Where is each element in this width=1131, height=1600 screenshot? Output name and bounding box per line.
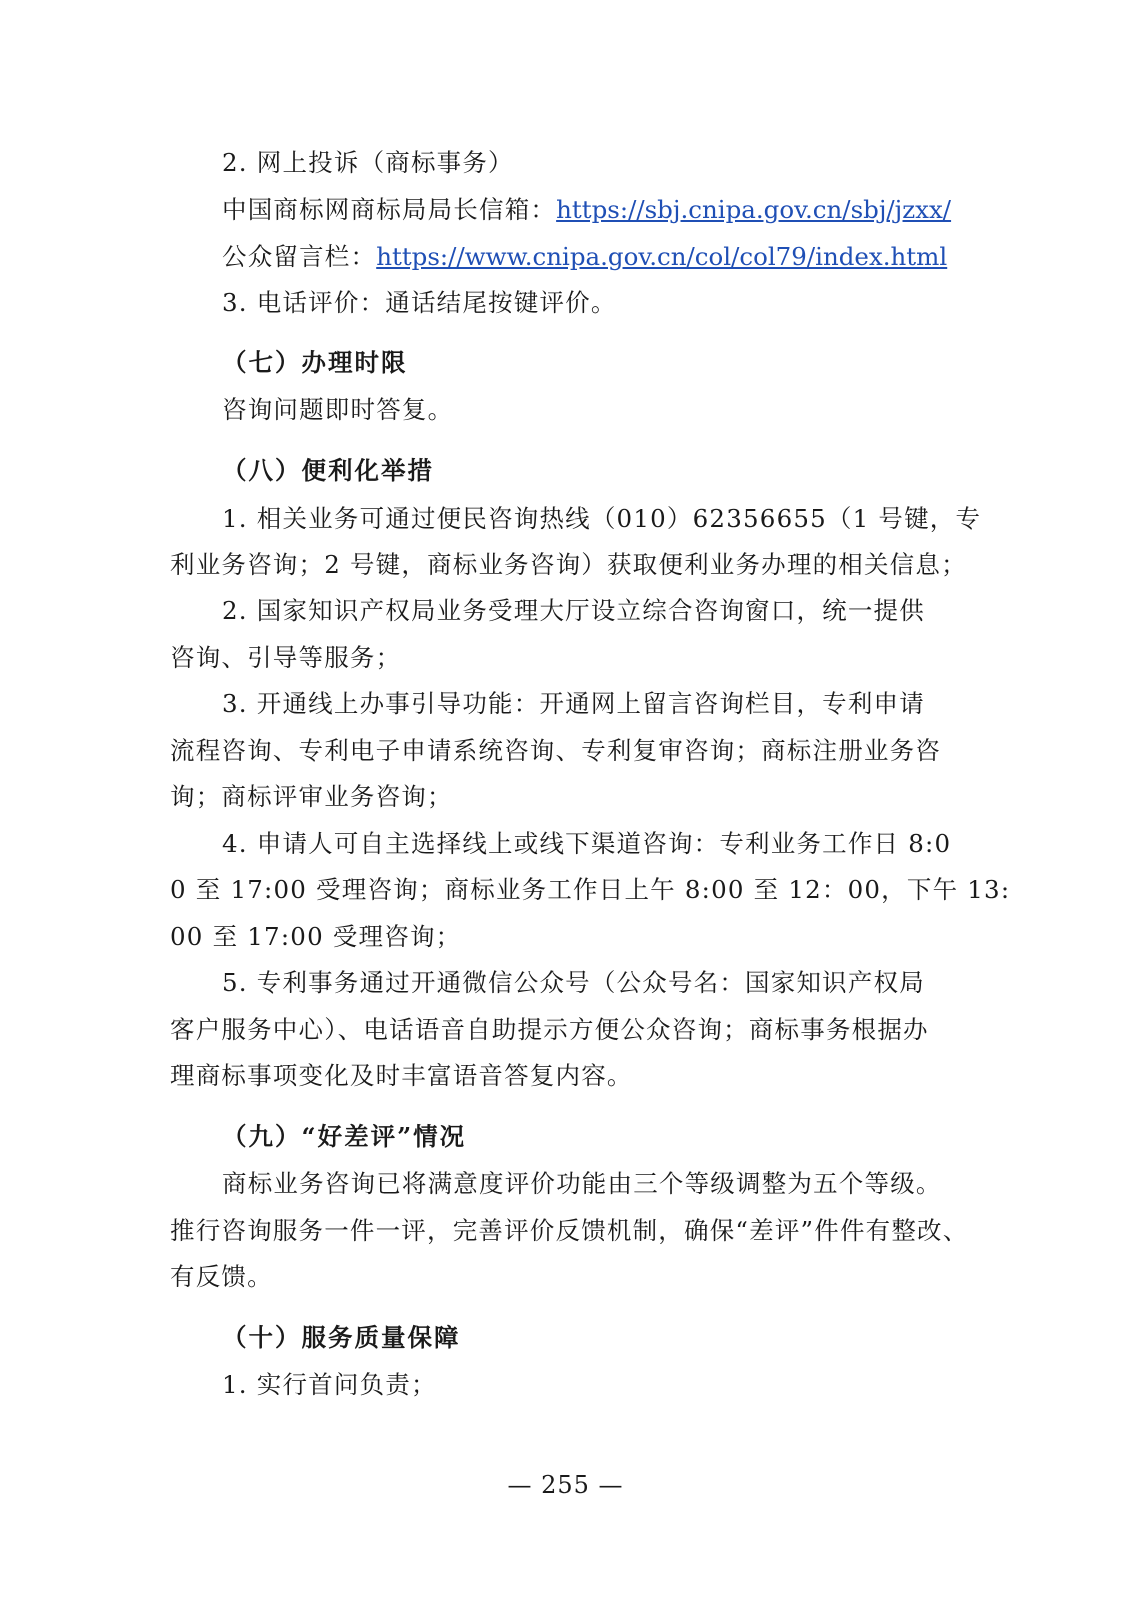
measure-4-line-2: 0 至 17:00 受理咨询；商标业务工作日上午 8:00 至 12：00，下午 13: bbox=[170, 875, 1011, 904]
public-message-line bbox=[222, 240, 960, 274]
measure-3-line-2: 流程咨询、专利电子申请系统咨询、专利复审咨询；商标注册业务咨 bbox=[170, 736, 941, 765]
section-9-line-1: 商标业务咨询已将满意度评价功能由三个等级调整为五个等级。 bbox=[222, 1169, 942, 1198]
measure-4-line-3: 00 至 17:00 受理咨询； bbox=[170, 922, 462, 951]
measure-1-line-2: 利业务咨询；2 号键，商标业务咨询）获取便利业务办理的相关信息； bbox=[170, 550, 967, 579]
measure-4-line-1: 4. 申请人可自主选择线上或线下渠道咨询：专利业务工作日 8:0 bbox=[222, 829, 952, 858]
section-heading-8: （八）便利化举措 bbox=[222, 456, 434, 485]
measure-2-line-2: 咨询、引导等服务； bbox=[170, 643, 402, 672]
section-heading-9: （九）“好差评”情况 bbox=[222, 1122, 467, 1151]
director-mailbox-link[interactable]: https://sbj.cnipa.gov.cn/sbj/jzxx/ bbox=[556, 195, 952, 224]
section-heading-7: （七）办理时限 bbox=[222, 348, 408, 377]
measure-5-line-3: 理商标事项变化及时丰富语音答复内容。 bbox=[170, 1061, 633, 1090]
complaint-online-heading: 2. 网上投诉（商标事务） bbox=[222, 148, 514, 177]
section-10-item-1: 1. 实行首问负责； bbox=[222, 1370, 437, 1399]
section-heading-10: （十）服务质量保障 bbox=[222, 1323, 461, 1352]
measure-3-line-3: 询；商标评审业务咨询； bbox=[170, 782, 453, 811]
measure-5-line-1: 5. 专利事务通过开通微信公众号（公众号名：国家知识产权局 bbox=[222, 968, 925, 997]
section-7-text: 咨询问题即时答复。 bbox=[222, 395, 454, 424]
measure-5-line-2: 客户服务中心）、电话语音自助提示方便公众咨询；商标事务根据办 bbox=[170, 1015, 929, 1044]
page-number: — 255 — bbox=[507, 1471, 624, 1499]
director-mailbox-line bbox=[222, 193, 960, 227]
section-9-line-3: 有反馈。 bbox=[170, 1262, 273, 1291]
measure-1-line-1: 1. 相关业务可通过便民咨询热线（010）62356655（1 号键，专 bbox=[222, 504, 982, 533]
phone-evaluation-line: 3. 电话评价：通话结尾按键评价。 bbox=[222, 288, 617, 317]
director-mailbox-label: 中国商标网商标局局长信箱： bbox=[222, 195, 557, 224]
public-message-link[interactable]: https://www.cnipa.gov.cn/col/col79/index.html bbox=[376, 242, 948, 271]
public-message-label: 公众留言栏： bbox=[222, 242, 377, 271]
measure-2-line-1: 2. 国家知识产权局业务受理大厅设立综合咨询窗口，统一提供 bbox=[222, 596, 925, 625]
measure-3-line-1: 3. 开通线上办事引导功能：开通网上留言咨询栏目，专利申请 bbox=[222, 689, 925, 718]
section-9-line-2: 推行咨询服务一件一评，完善评价反馈机制，确保“差评”件件有整改、 bbox=[170, 1216, 969, 1245]
